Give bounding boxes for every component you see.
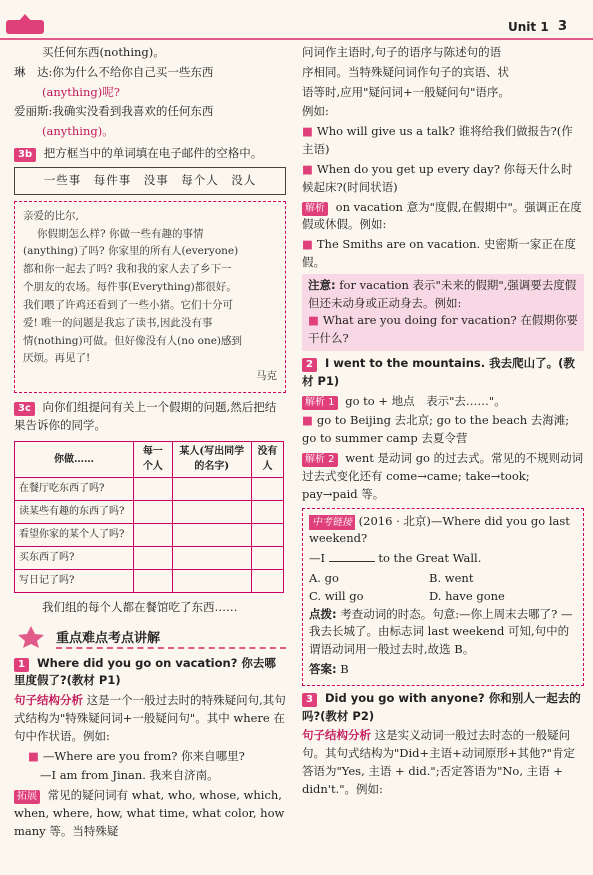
text-line: 序相同。当特殊疑问词作句子的宾语、状 [302,64,509,79]
bullet-icon: ■ [308,313,319,328]
exam-option: D. have gone [429,588,505,603]
analysis-text: on vacation 意为"度假,在假期中"。强调正在度假或休假。例如: [302,199,582,232]
answer-text: B [340,662,349,676]
email-line: 爱! 唯一的问题是我忘了读书,因此没有事 [23,316,213,329]
email-line: 厌烦。再见了! [23,352,91,365]
email-line: (anything)了吗? 你家里的所有人(everyone) [23,245,239,258]
example-text: go to Beijing 去北京; go to the beach 去海滩; go to summer camp 去夏令营 [302,413,570,446]
left-column [14,44,286,843]
bullet-icon: ■ [302,413,313,428]
exercise-instruction: 向你们组提问有关上一个假期的问题,然后把结果告诉你的同学。 [14,400,277,432]
exam-stem [309,513,577,549]
analysis-tag: 解析 1 [302,396,338,410]
header-rule [0,38,593,40]
email-signature: 马克 [256,370,277,383]
exam-hint [309,606,577,659]
bullet-icon: ■ [28,748,39,763]
extension-tag: 拓展 [14,790,40,804]
example-text: —Where are you from? 你来自哪里? [42,748,245,763]
analysis-paragraph [302,727,584,798]
item-number: 2 [302,358,317,372]
example-text: What are you doing for vacation? 在假期你要干什么? [308,313,578,346]
hint-label: 点拨: [309,606,337,621]
table-row [15,546,284,569]
example-line [14,748,286,766]
table-row [15,523,284,546]
analysis-label: 句子结构分析 [302,728,371,743]
exam-option: A. go [309,570,339,585]
analysis-paragraph [14,692,286,745]
table-summary: 我们组的每个人都在餐馆吃了东西…… [42,599,238,614]
text-line: (anything)。 [42,124,114,139]
example-line [302,236,584,272]
example-line [302,123,584,159]
item-heading [14,655,286,691]
example-text: When do you get up every day? 你每天什么时候起床?(时间状语) [302,161,573,194]
extension-paragraph [14,787,286,840]
example-line [302,161,584,197]
star-icon [16,625,46,649]
bullet-icon: ■ [302,161,313,176]
word-box: 一些事 每件事 没事 每个人 没人 [14,167,286,195]
exam-stem-text: to the Great Wall. [378,551,482,566]
item-heading [302,355,584,391]
hint-text: 考查动词的时态。句意:—你上周末去哪了? —我去长城了。由标志词 last weekend 可知,句中的谓语动词用一般过去时,故选 B。 [309,606,573,657]
table-row [15,477,284,500]
exercise-number: 3c [14,402,35,416]
table-cell: 写日记了吗? [15,569,134,592]
analysis-paragraph [302,450,584,503]
analysis-label: 句子结构分析 [14,693,83,708]
section-title: 重点难点考点讲解 [56,630,161,646]
item-title: Did you go with anyone? 你和别人一起去的吗?(教材 P2) [302,690,581,723]
extension-text: 常见的疑问词有 what, who, whose, which, when, where, how, what time, what color, how many 等。当特殊疑 [14,788,285,838]
text-line: 语等时,应用"疑问词+一般疑问句"语序。 [302,84,510,99]
right-column [302,44,584,801]
table-cell: 买东西了吗? [15,546,134,569]
email-line: 个朋友的农场。每件事(Everything)都很好。 [23,281,237,294]
email-line: 情(nothing)可做。但好像没有人(no one)感到 [23,334,243,347]
example-line [308,312,578,348]
bullet-icon: ■ [302,124,313,139]
page-header [0,0,593,40]
exam-stem [309,550,577,568]
analysis-paragraph [302,393,584,411]
analysis-text: go to + 地点 表示"去……"。 [345,393,506,408]
note-text: for vacation 表示"未来的假期",强调要去度假但还未动身或正动身去。例如: [308,277,577,310]
exercise-instruction: 把方框当中的单词填在电子邮件的空格中。 [43,146,263,161]
exercise-number: 3b [14,148,36,162]
table-cell: 在餐厅吃东西了吗? [15,477,134,500]
exercise-3b [14,145,286,163]
exam-option: C. will go [309,588,364,603]
email-line: 都和你一起去了吗? 我和我的家人去了乡下一 [23,263,232,276]
page-number: 3 [558,19,568,34]
analysis-paragraph [302,199,584,235]
example-line: —I am from Jinan. 我来自济南。 [40,768,219,783]
text-line: 琳 达:你为什么不给你自己买一些东西 [14,64,214,79]
exercise-3c [14,399,286,435]
table-header: 你做…… [15,441,134,477]
table-header: 没有人 [251,441,283,477]
text-line: 买任何东西(nothing)。 [42,45,165,59]
exam-answer [309,661,577,679]
email-line: 你假期怎么样? 你做一些有趣的事情 [37,227,204,240]
analysis-text: went 是动词 go 的过去式。常见的不规则动词过去式变化还有 come→came; take→took; pay→paid 等。 [302,451,584,501]
text-line: (anything)呢? [42,84,120,99]
email-box [14,201,286,393]
unit-label: Unit 1 [508,20,549,34]
analysis-tag: 解析 [302,202,328,216]
text-line: 问词作主语时,句子的语序与陈述句的语 [302,45,502,59]
example-text: Who will give us a talk? 谁将给我们做报告?(作主语) [302,124,573,157]
note-box [302,274,584,351]
item-title: I went to the mountains. 我去爬山了。(教材 P1) [302,356,575,388]
section-divider [56,647,286,649]
exam-stem-text: —I [309,551,326,566]
exam-tag: 中考链接 [309,515,355,531]
logo-icon [6,14,44,36]
item-heading [302,690,584,726]
email-line: 我们喂了许鸡还看到了一些小猪。它们十分可 [23,298,233,311]
exam-options [309,570,577,588]
text-line: 例如: [302,104,329,119]
email-greeting: 亲爱的比尔, [23,209,79,222]
table-row [15,569,284,592]
answer-label: 答案: [309,662,337,676]
table-header: 某人(写出同学的名字) [172,441,251,477]
bullet-icon: ■ [302,237,313,252]
exam-link-box [302,508,584,686]
analysis-text: 这是一个一般过去时的特殊疑问句,其句式结构为"特殊疑问词+一般疑问句"。其中 where 在句中作状语。例如: [14,693,286,743]
exam-stem-text: (2016 · 北京)—Where did you go last weekend? [309,513,570,546]
item-title: Where did you go on vacation? 你去哪里度假了?(教材 P1) [14,655,276,688]
table-header: 每一个人 [134,441,173,477]
note-label: 注意: [308,277,336,292]
item-number: 3 [302,693,317,707]
analysis-text: 这是实义动词一般过去时态的一般疑问句。其句式结构为"Did+主语+动词原形+其他?"肯定答语为"Yes, 主语 + did.";否定答语为"No, 主语 + didn't."。例如: [302,728,575,796]
section-banner [14,625,286,651]
answer-blank [329,561,375,562]
table-row [15,500,284,523]
survey-table [14,441,284,593]
exam-option: B. went [429,570,474,585]
table-header-row [15,441,284,477]
analysis-tag: 解析 2 [302,453,338,467]
exam-options [309,588,577,606]
example-line [302,412,584,448]
table-cell: 看望你家的某个人了吗? [15,523,134,546]
item-number: 1 [14,658,29,672]
text-line: 爱丽斯:我确实没看到我喜欢的任何东西 [14,104,214,119]
table-cell: 读某些有趣的东西了吗? [15,500,134,523]
example-text: The Smiths are on vacation. 史密斯一家正在度假。 [302,237,576,269]
